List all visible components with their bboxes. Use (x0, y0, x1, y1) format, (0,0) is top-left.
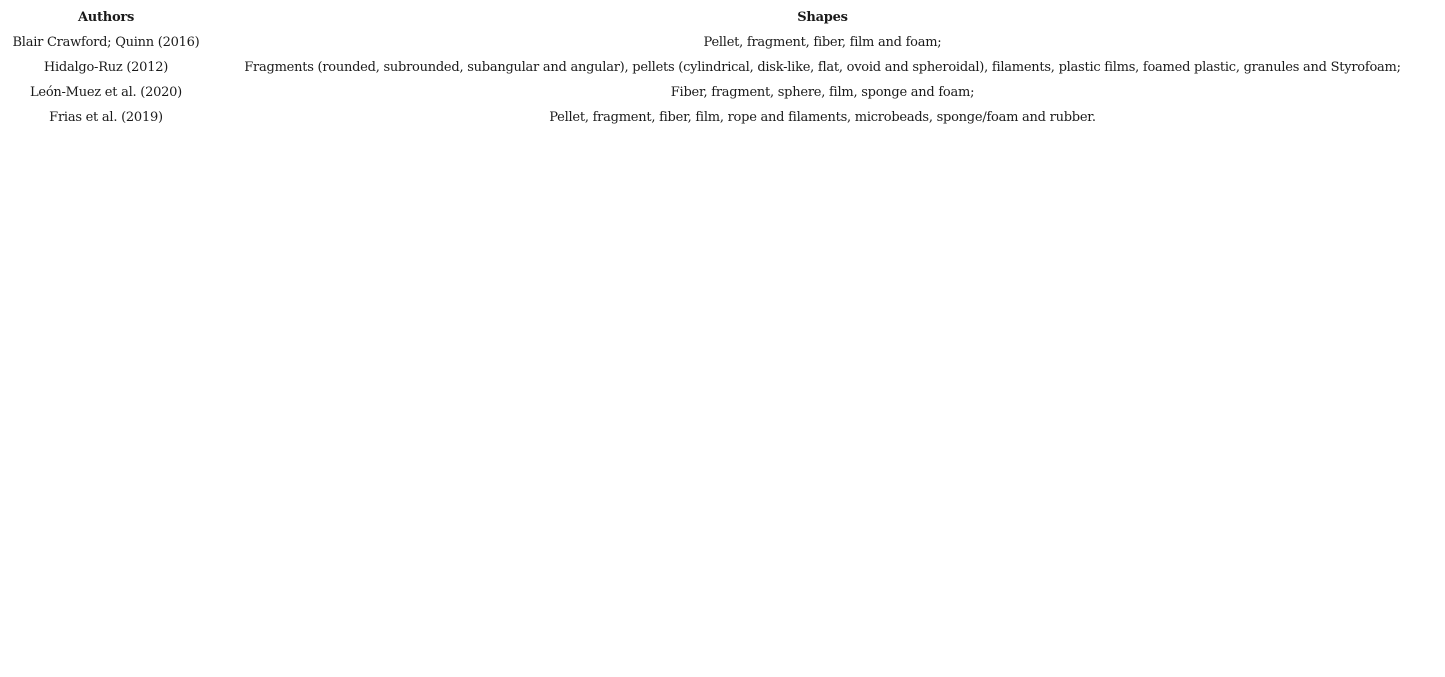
table-body (4, 30, 1437, 130)
table-row (4, 30, 1437, 55)
authors-cell: Blair Crawford; Quinn (2016) (12, 35, 200, 50)
shapes-classification-table (4, 5, 1437, 130)
shapes-cell: Pellet, fragment, fiber, film and foam; (703, 35, 942, 50)
authors-cell: León-Muez et al. (2020) (30, 85, 182, 100)
authors-column-header: Authors (77, 10, 135, 25)
table-row (4, 105, 1437, 130)
authors-cell: Hidalgo-Ruz (2012) (43, 60, 169, 75)
shapes-cell: Fiber, fragment, sphere, film, sponge and foam; (670, 85, 975, 100)
header-row (4, 5, 1437, 30)
shapes-cell: Pellet, fragment, fiber, film, rope and filaments, microbeads, sponge/foam and rubber. (549, 110, 1096, 125)
table-row (4, 80, 1437, 105)
table-header (4, 5, 1437, 30)
authors-cell: Frias et al. (2019) (49, 110, 163, 125)
table-row (4, 55, 1437, 80)
shapes-column-header: Shapes (797, 10, 848, 25)
shapes-cell: Fragments (rounded, subrounded, subangular and angular), pellets (cylindrical, disk-like, flat, ovoid and spheroidal), filaments, plastic films, foamed plastic, granules and Styrofoam; (244, 60, 1401, 75)
